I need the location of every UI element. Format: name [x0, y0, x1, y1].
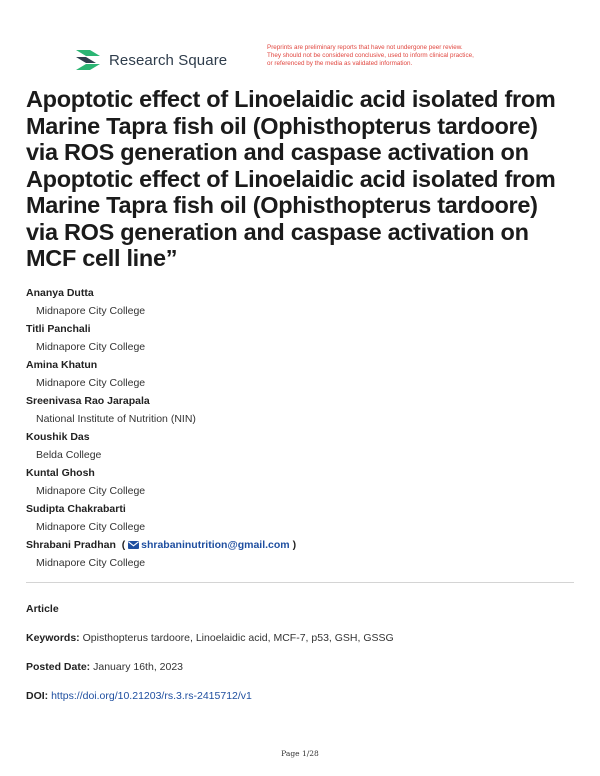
preprint-disclaimer — [267, 44, 537, 68]
author-name: Amina Khatun — [26, 359, 98, 371]
author-affiliation: Midnapore City College — [36, 341, 146, 353]
keywords-value: Opisthopterus tardoore, Linoelaidic acid, MCF-7, p53, GSH, GSSG — [82, 632, 394, 644]
author-entry — [26, 320, 574, 356]
doi-label: DOI: — [26, 690, 49, 702]
author-affiliation: Midnapore City College — [36, 377, 146, 389]
page-number: Page 1/28 — [281, 749, 319, 758]
author-entry — [26, 464, 574, 500]
disclaimer-line: Preprints are preliminary reports that have not undergone peer review. — [267, 44, 463, 51]
article-type-row — [26, 603, 59, 615]
author-entry — [26, 536, 574, 572]
envelope-icon — [128, 541, 139, 549]
disclaimer-line: They should not be considered conclusive, used to inform clinical practice, — [267, 52, 474, 59]
author-affiliation: Midnapore City College — [36, 521, 146, 533]
doi-row — [26, 690, 252, 702]
posted-date-label: Posted Date: — [26, 661, 91, 673]
keywords-row — [26, 632, 394, 644]
author-name: Koushik Das — [26, 431, 90, 443]
posted-date-value: January 16th, 2023 — [93, 661, 184, 673]
author-affiliation: Midnapore City College — [36, 305, 146, 317]
email-paren-open: ( — [118, 539, 126, 551]
email-paren-close: ) — [292, 539, 297, 551]
author-affiliation: Midnapore City College — [36, 485, 146, 497]
research-square-logo[interactable] — [73, 48, 227, 72]
author-affiliation: Midnapore City College — [36, 557, 146, 569]
author-email: shrabaninutrition@gmail.com — [141, 539, 290, 551]
author-affiliation: Belda College — [36, 449, 102, 461]
author-affiliation: National Institute of Nutrition (NIN) — [36, 413, 196, 425]
logo-text: Research Square — [109, 51, 228, 69]
author-entry — [26, 284, 574, 320]
doi-link[interactable]: https://doi.org/10.21203/rs.3.rs-2415712/v1 — [51, 690, 252, 702]
research-square-logo-icon — [73, 48, 103, 72]
author-entry — [26, 428, 574, 464]
paper-title: Apoptotic effect of Linoelaidic acid isolated from Marine Tapra fish oil (Ophisthopterus tardoore) via ROS generation and caspase activation on Apoptotic effect of Linoelaidic acid isolated from Marine Tapra fish oil (Ophisthopterus tardoore) via ROS generation and caspase activation on MCF cell line” — [26, 86, 556, 271]
author-email-link[interactable] — [128, 539, 292, 551]
posted-date-row — [26, 661, 183, 673]
corresponding-author — [26, 536, 574, 554]
disclaimer-line: or referenced by the media as validated information. — [267, 60, 413, 67]
author-entry — [26, 500, 574, 536]
author-name: Sudipta Chakrabarti — [26, 503, 126, 515]
section-divider — [26, 582, 574, 583]
author-name: Ananya Dutta — [26, 287, 94, 299]
author-name: Sreenivasa Rao Jarapala — [26, 395, 150, 407]
author-name: Kuntal Ghosh — [26, 467, 95, 479]
article-type: Article — [26, 603, 59, 615]
author-name: Titli Panchali — [26, 323, 91, 335]
author-list — [26, 284, 574, 572]
author-name: Shrabani Pradhan — [26, 539, 116, 551]
keywords-label: Keywords: — [26, 632, 80, 644]
author-entry — [26, 392, 574, 428]
author-entry — [26, 356, 574, 392]
